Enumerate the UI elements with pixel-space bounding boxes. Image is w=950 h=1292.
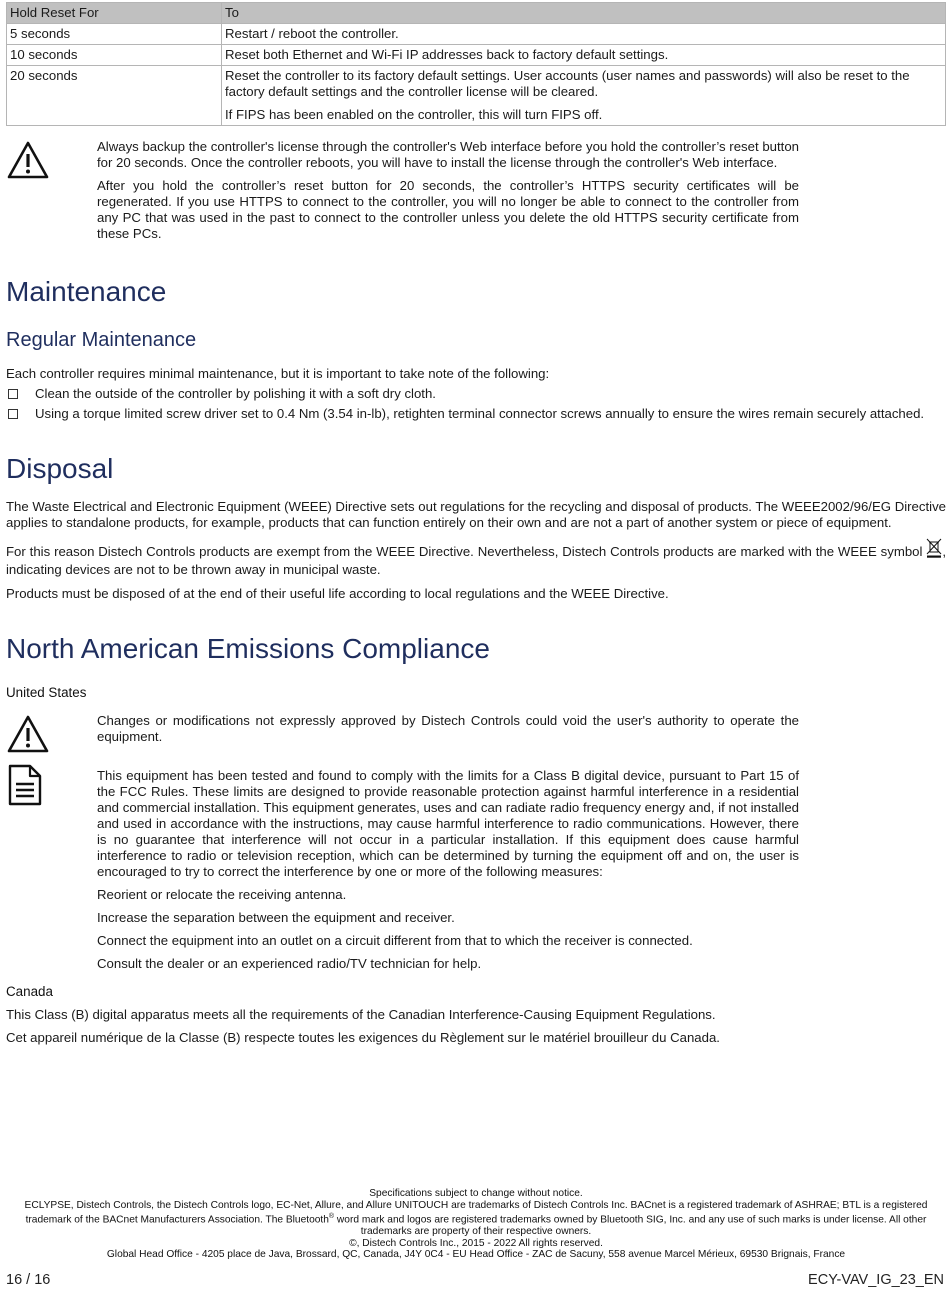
table-row bbox=[7, 45, 946, 66]
canada-paragraph: This Class (B) digital apparatus meets all the requirements of the Canadian Interference-Causing Equipment Regulations. bbox=[6, 1007, 716, 1022]
warning-triangle-icon bbox=[6, 139, 50, 183]
footer-trademarks bbox=[6, 1200, 946, 1238]
note-document-icon bbox=[6, 764, 50, 808]
warning-paragraph: Changes or modifications not expressly approved by Distech Controls could void the user's authority to operate the equipment. bbox=[97, 713, 799, 744]
action-text: Reset the controller to its factory default settings. User accounts (user names and passwords) will also be reset to the factory default settings and the controller license will be cleared. bbox=[225, 68, 910, 99]
footer-trademarks-text: word mark and logos are registered trademarks owned by Bluetooth SIG, Inc. and any use of such marks is under license. All other trademarks are property of their respective owners. bbox=[334, 1214, 927, 1238]
document-page bbox=[6, 2, 946, 1046]
page-bar bbox=[6, 1272, 946, 1288]
us-warning-note bbox=[6, 713, 799, 745]
list-item bbox=[6, 406, 946, 422]
disposal-paragraph: The Waste Electrical and Electronic Equipment (WEEE) Directive sets out regulations for the recycling and disposal of products. The WEEE2002/96/EG Directive applies to standalone products, for example, products that can function entirely on their own and are not a part of another system or piece of equipment. bbox=[6, 499, 946, 530]
action-cell bbox=[222, 24, 946, 45]
maintenance-intro: Each controller requires minimal maintenance, but it is important to take note of the following: bbox=[6, 366, 550, 381]
measure-item: Reorient or relocate the receiving antenna. bbox=[97, 887, 347, 902]
measure-item: Increase the separation between the equipment and receiver. bbox=[97, 910, 455, 925]
disposal-text: , indicating devices are not to be thrown away in municipal waste. bbox=[6, 544, 946, 577]
page-number: 16 / 16 bbox=[6, 1272, 51, 1288]
list-item-text: Using a torque limited screw driver set to 0.4 Nm (3.54 in-lb), retighten terminal connector screws annually to ensure the wires remain securely attached. bbox=[35, 406, 925, 421]
list-item bbox=[6, 386, 946, 402]
backup-warning-note bbox=[6, 139, 799, 242]
column-header-to: To bbox=[222, 3, 946, 24]
section-title-emissions: North American Emissions Compliance bbox=[6, 633, 490, 664]
canada-paragraph: Cet appareil numérique de la Classe (B) respecte toutes les exigences du Règlement sur le matériel brouilleur du Canada. bbox=[6, 1030, 720, 1045]
warning-paragraph: After you hold the controller’s reset button for 20 seconds, the controller’s HTTPS security certificates will be regenerated. If you use HTTPS to connect to the controller, you will no longer be able to connect to the controller from any PC that was used in the past to connect to the controller unless you delete the old HTTPS security certificate from these PCs. bbox=[97, 178, 799, 241]
action-cell bbox=[222, 66, 946, 126]
hold-time-cell: 5 seconds bbox=[7, 24, 222, 45]
footer-address: Global Head Office - 4205 place de Java, Brossard, QC, Canada, J4Y 0C4 - EU Head Office - ZAC de Sacuny, 558 avenue Marcel Mérieux, 69530 Brignais, France bbox=[106, 1249, 846, 1261]
heading-united-states: United States bbox=[6, 685, 87, 700]
disposal-paragraph bbox=[6, 538, 946, 579]
hold-time-cell: 20 seconds bbox=[7, 66, 222, 126]
page-footer bbox=[6, 1188, 946, 1261]
table-row bbox=[7, 24, 946, 45]
action-cell bbox=[222, 45, 946, 66]
checkbox-bullet-icon bbox=[8, 409, 18, 419]
table-header-row bbox=[7, 3, 946, 24]
heading-canada: Canada bbox=[6, 984, 53, 999]
weee-bin-icon bbox=[926, 538, 942, 558]
footer-copyright: ©, Distech Controls Inc., 2015 - 2022 All rights reserved. bbox=[349, 1237, 603, 1249]
measure-item: Connect the equipment into an outlet on a circuit different from that to which the receiver is connected. bbox=[97, 933, 693, 948]
subsection-title-regular-maintenance: Regular Maintenance bbox=[6, 329, 197, 351]
column-header-hold: Hold Reset For bbox=[7, 3, 222, 24]
footer-trademarks-text: ECLYPSE, Distech Controls, the Distech Controls logo, EC-Net, Allure, and Allure UNITOUCH are trademarks of Distech Controls Inc. BACnet is a registered trademark of ASHRAE; BTL is a registered trademark of the BACnet Manufacturers Association. The Bluetooth bbox=[24, 1199, 928, 1226]
warning-triangle-icon bbox=[6, 713, 50, 757]
section-title-maintenance: Maintenance bbox=[6, 276, 167, 307]
warning-paragraph: Always backup the controller's license through the controller's Web interface before you hold the controller’s reset button for 20 seconds. Once the controller reboots, you will have to install the license through the controller's Web interface. bbox=[97, 139, 799, 170]
section-title-disposal: Disposal bbox=[6, 453, 114, 484]
reset-button-table bbox=[6, 2, 946, 126]
checkbox-bullet-icon bbox=[8, 389, 18, 399]
disposal-paragraph: Products must be disposed of at the end of their useful life according to local regulations and the WEEE Directive. bbox=[6, 586, 669, 601]
action-text: If FIPS has been enabled on the controller, this will turn FIPS off. bbox=[225, 107, 603, 122]
action-text: Restart / reboot the controller. bbox=[225, 26, 399, 41]
document-id: ECY-VAV_IG_23_EN bbox=[808, 1272, 944, 1288]
fcc-paragraph: This equipment has been tested and found to comply with the limits for a Class B digital device, pursuant to Part 15 of the FCC Rules. These limits are designed to provide reasonable protection against harmful interference in a residential and commercial installation. This equipment generates, uses and can radiate radio frequency energy and, if not installed and used in accordance with the instructions, may cause harmful interference to radio communications. However, there is no guarantee that interference will not occur in a particular installation. If this equipment does cause harmful interference to radio or television reception, which can be determined by turning the equipment off and on, the user is encouraged to try to correct the interference by one or more of the following measures: bbox=[97, 768, 799, 879]
disposal-text: For this reason Distech Controls products are exempt from the WEEE Directive. Nevertheless, Distech Controls products are marked with the WEEE symbol bbox=[6, 544, 923, 559]
registered-mark: ® bbox=[328, 1213, 335, 1221]
table-row bbox=[7, 66, 946, 126]
action-text: Reset both Ethernet and Wi-Fi IP addresses back to factory default settings. bbox=[225, 47, 669, 62]
footer-notice: Specifications subject to change without notice. bbox=[369, 1188, 583, 1199]
fcc-note bbox=[6, 768, 799, 972]
measure-item: Consult the dealer or an experienced radio/TV technician for help. bbox=[97, 956, 482, 971]
hold-time-cell: 10 seconds bbox=[7, 45, 222, 66]
list-item-text: Clean the outside of the controller by polishing it with a soft dry cloth. bbox=[35, 386, 436, 401]
